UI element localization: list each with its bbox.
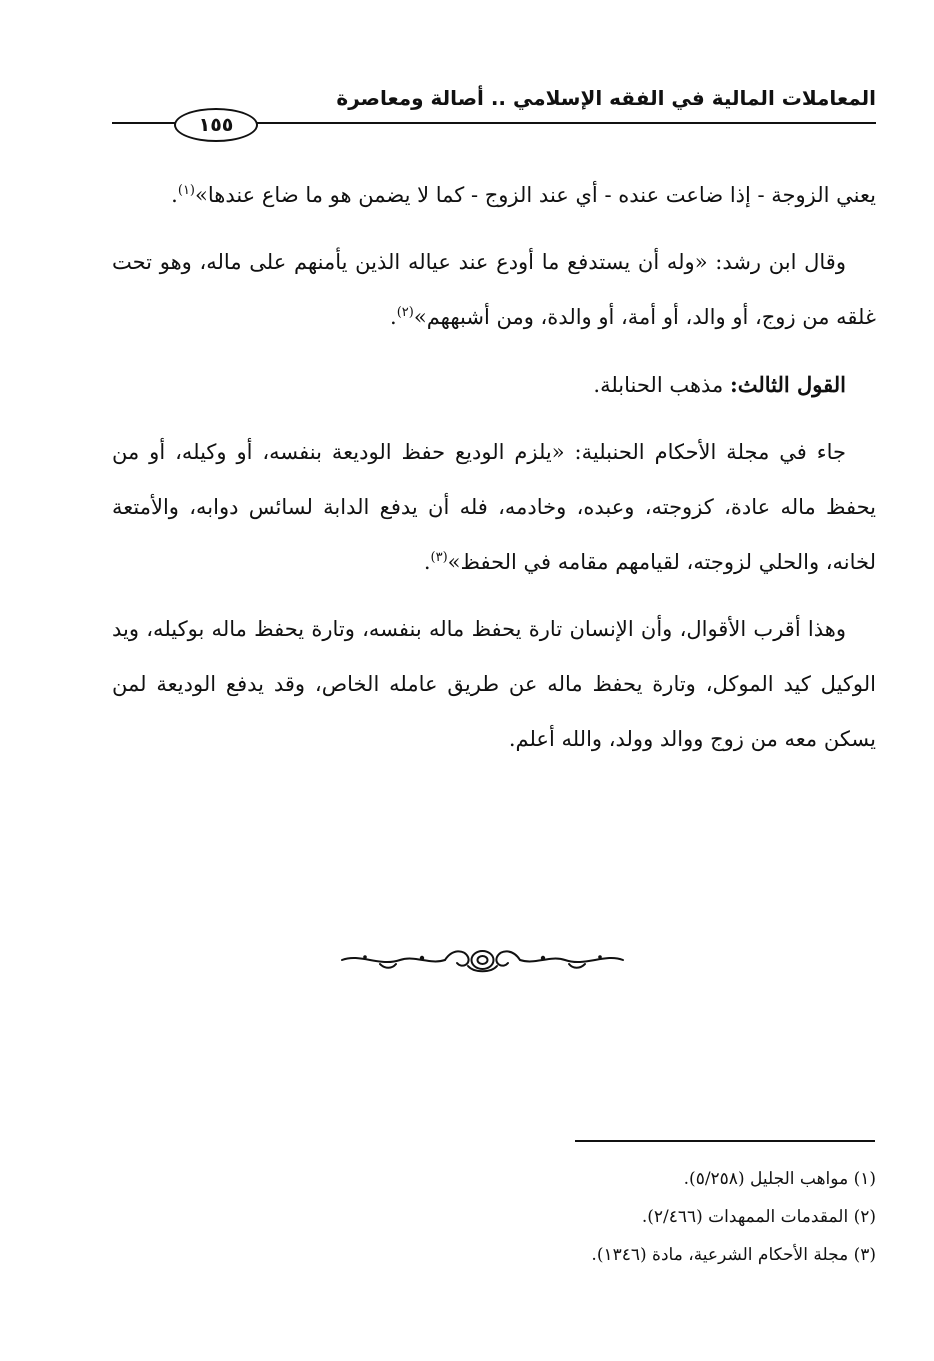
paragraph-3	[112, 425, 876, 590]
paragraph-3-end: .	[423, 550, 431, 574]
paragraph-1-text: يعني الزوجة - إذا ضاعت عنده - أي عند الزوج - كما لا يضمن هو ما ضاع عندها»	[195, 183, 876, 207]
paragraph-2-end: .	[390, 305, 397, 329]
footnotes	[300, 1160, 876, 1274]
main-text	[112, 168, 876, 779]
footnote-separator	[575, 1140, 875, 1142]
footnote-2: (٢) المقدمات الممهدات (٢/٤٦٦).	[641, 1207, 876, 1227]
decorative-divider-icon	[340, 945, 625, 975]
paragraph-3-text: جاء في مجلة الأحكام الحنبلية: «يلزم الوديع حفظ الوديعة بنفسه، أو وكيله، أو من يحفظ ماله عادة، كزوجته، وعبده، وخادمه، فله أن يدفع الدابة لسائس دوابه، والأمتعة لخانه، والحلي لزوجته، لقيامهم مقامه في الحفظ»	[112, 440, 876, 574]
page-number: ١٥٥	[174, 108, 258, 142]
running-title: المعاملات المالية في الفقه الإسلامي .. أصالة ومعاصرة	[336, 86, 876, 110]
footnote-ref-2: (٢)	[396, 305, 414, 320]
footnote-ref-3: (٣)	[430, 550, 448, 565]
paragraph-1-end: .	[171, 183, 178, 207]
section-heading	[112, 357, 876, 413]
footnote-3: (٣) مجلة الأحكام الشرعية، مادة (١٣٤٦).	[591, 1245, 876, 1265]
paragraph-4	[112, 602, 876, 767]
page-header	[112, 82, 876, 142]
paragraph-2-text: وقال ابن رشد: «وله أن يستدفع ما أودع عند عياله الذين يأمنهم على ماله، وهو تحت غلقه من زوج، أو والد، أو أمة، أو والدة، ومن أشبههم»	[112, 250, 876, 329]
footnote-1: (١) مواهب الجليل (٥/٢٥٨).	[683, 1169, 876, 1189]
paragraph-2	[112, 235, 876, 345]
footnote-ref-1: (١)	[177, 183, 195, 198]
paragraph-4-text: وهذا أقرب الأقوال، وأن الإنسان تارة يحفظ ماله بنفسه، وتارة يحفظ ماله بوكيله، ويد الوكيل كيد الموكل، وتارة يحفظ ماله عن طريق عامله الخاص، وقد يدفع الوديعة لمن يسكن معه من زوج ووالد وولد، والله أعلم.	[112, 617, 876, 751]
section-heading-label: القول الثالث:	[729, 372, 846, 397]
paragraph-1	[112, 168, 876, 223]
section-heading-text: مذهب الحنابلة.	[593, 373, 730, 397]
